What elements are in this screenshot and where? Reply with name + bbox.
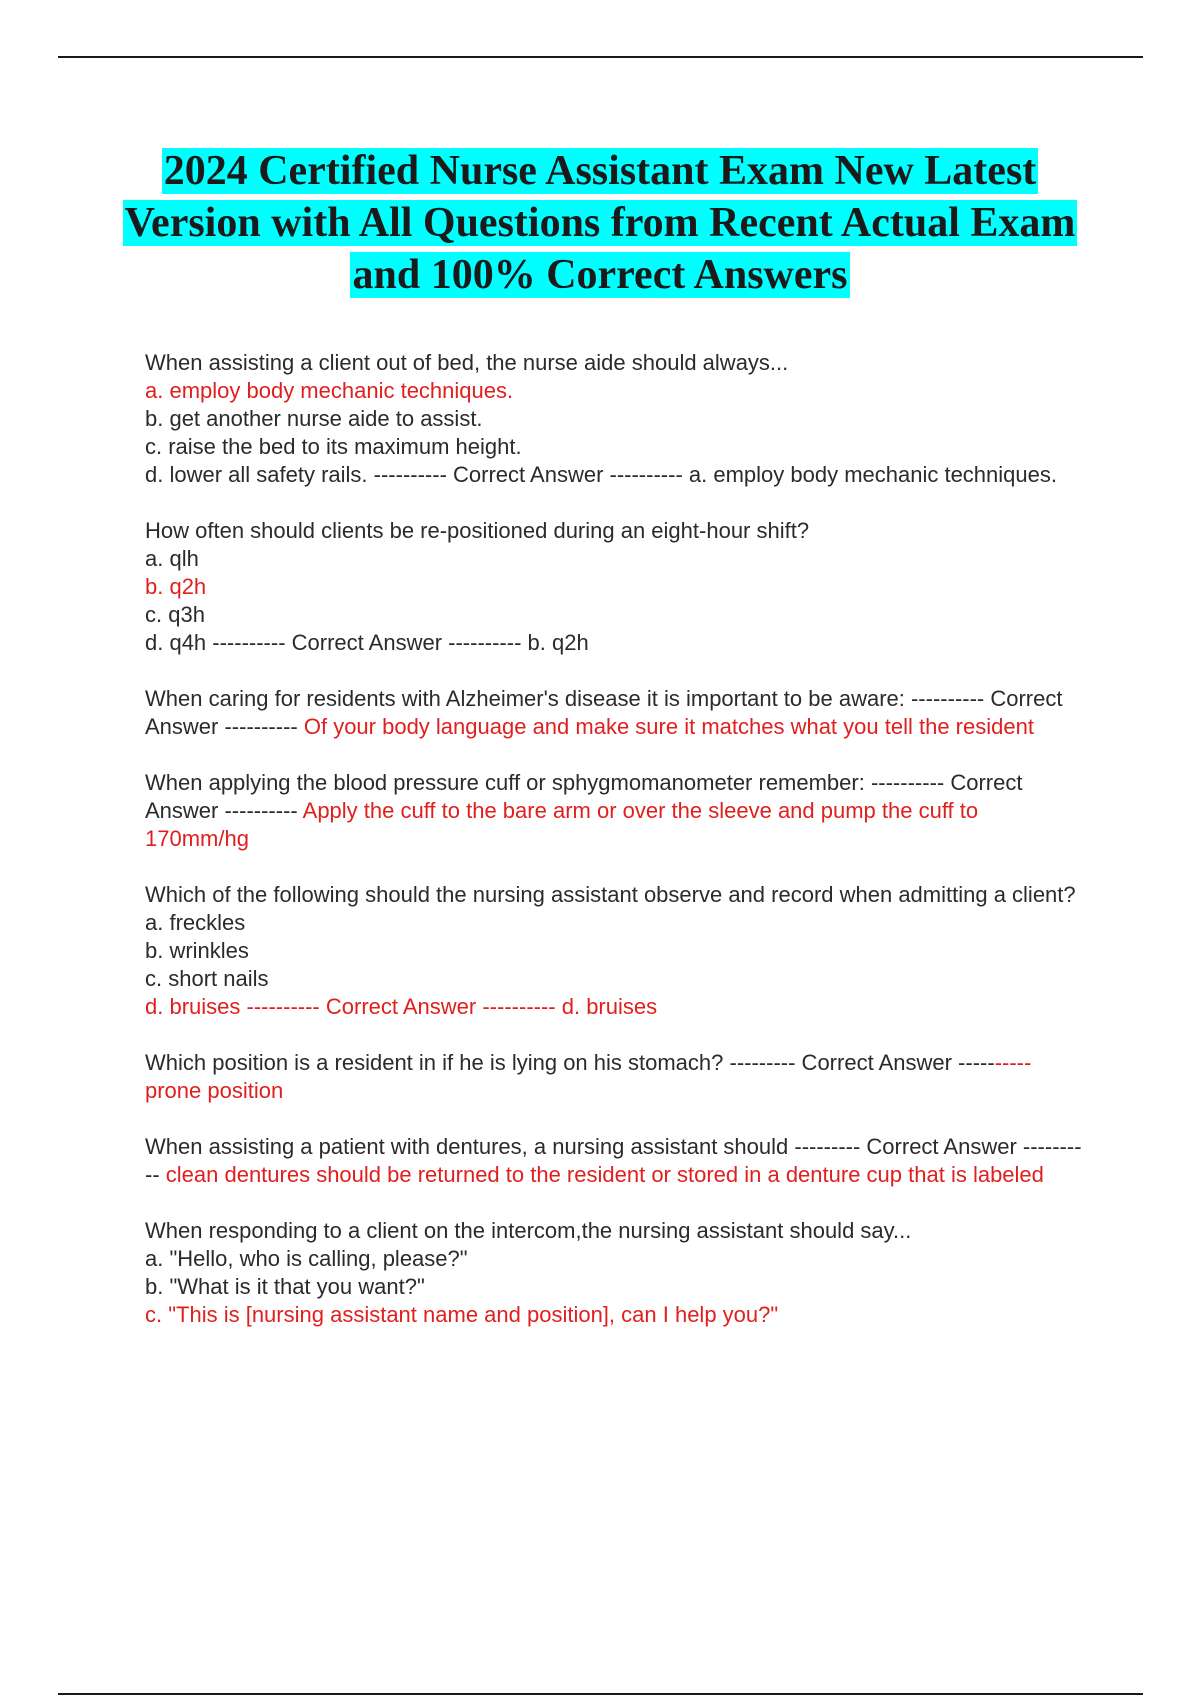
- correct-answer-text: Apply the cuff to the bare arm or over the sleeve and pump the cuff to 170mm/hg: [145, 798, 985, 851]
- question-text: b. get another nurse aide to assist.: [145, 406, 483, 431]
- question-block: [145, 517, 1085, 657]
- question-list: [145, 349, 1085, 1357]
- question-line: [145, 1049, 1085, 1105]
- question-block: [145, 1049, 1085, 1105]
- question-text: When applying the blood pressure cuff or sphygmomanometer remember: ---------- Correct Answer ----------: [145, 770, 1028, 823]
- question-line: [145, 1133, 1085, 1189]
- question-block: [145, 1217, 1085, 1329]
- question-text: Which position is a resident in if he is lying on his stomach? --------- Correct Answer -----: [145, 1050, 995, 1075]
- top-rule: [58, 56, 1143, 58]
- correct-answer-text: c. "This is [nursing assistant name and position], can I help you?": [145, 1302, 779, 1327]
- correct-answer-text: a. employ body mechanic techniques.: [145, 378, 514, 403]
- bottom-rule: [58, 1693, 1143, 1695]
- question-text: Which of the following should the nursing assistant observe and record when admitting a client?: [145, 882, 1076, 907]
- correct-answer-text: ----- prone position: [145, 1050, 1038, 1103]
- question-block: [145, 769, 1085, 853]
- question-line: [145, 685, 1085, 741]
- question-text: b. "What is it that you want?": [145, 1274, 425, 1299]
- page-title-text: 2024 Certified Nurse Assistant Exam New Latest Version with All Questions from Recent Actual Exam and 100% Correct Answers: [124, 148, 1076, 298]
- question-block: [145, 685, 1085, 741]
- question-text: a. "Hello, who is calling, please?": [145, 1246, 468, 1271]
- question-text: c. short nails: [145, 966, 269, 991]
- question-text: When assisting a patient with dentures, a nursing assistant should --------- Correct Answer ----------: [145, 1134, 1082, 1187]
- question-text: c. raise the bed to its maximum height.: [145, 434, 522, 459]
- page-title: [100, 145, 1100, 301]
- question-text: When caring for residents with Alzheimer's disease it is important to be aware: ---------- Correct Answer ----------: [145, 686, 1068, 739]
- question-text: When assisting a client out of bed, the nurse aide should always...: [145, 350, 789, 375]
- question-text: d. lower all safety rails. ---------- Correct Answer ---------- a. employ body mechanic techniques.: [145, 462, 1057, 487]
- question-block: [145, 1133, 1085, 1189]
- question-text: a. freckles: [145, 910, 246, 935]
- question-text: a. qlh: [145, 546, 199, 571]
- question-block: [145, 881, 1085, 1021]
- correct-answer-text: Of your body language and make sure it matches what you tell the resident: [303, 714, 1034, 739]
- question-line: [145, 769, 1085, 853]
- question-text: How often should clients be re-positioned during an eight-hour shift?: [145, 518, 810, 543]
- correct-answer-text: clean dentures should be returned to the resident or stored in a denture cup that is labeled: [165, 1162, 1044, 1187]
- question-block: [145, 349, 1085, 489]
- question-text: c. q3h: [145, 602, 205, 627]
- correct-answer-text: b. q2h: [145, 574, 207, 599]
- correct-answer-text: d. bruises ---------- Correct Answer ---------- d. bruises: [145, 994, 658, 1019]
- question-text: d. q4h ---------- Correct Answer ---------- b. q2h: [145, 630, 589, 655]
- question-text: When responding to a client on the intercom,the nursing assistant should say...: [145, 1218, 912, 1243]
- question-text: b. wrinkles: [145, 938, 249, 963]
